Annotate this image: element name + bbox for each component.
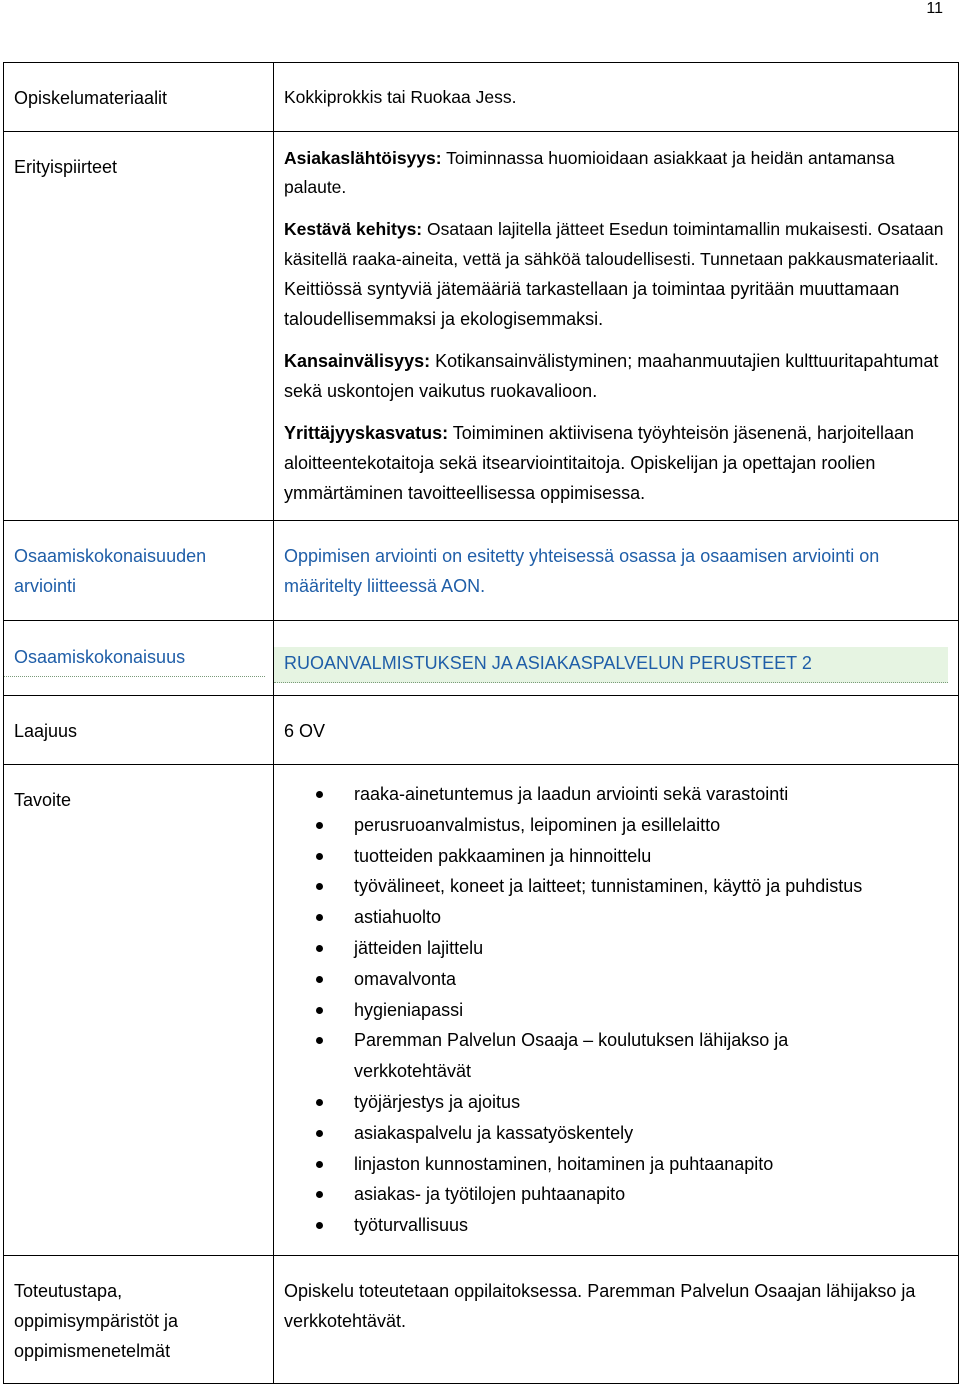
feature-text: Kotikansainvälistyminen; maahanmuutajien kulttuuritapahtumat sekä uskontojen vaikutus ruokavalioon.: [284, 351, 939, 401]
page-number: 11: [926, 0, 943, 17]
goals-list: [274, 765, 958, 1255]
value-cell: [274, 765, 959, 1256]
list-item: raaka-ainetuntemus ja laadun arviointi sekä varastointi: [310, 779, 958, 810]
features-label: Erityispiirteet: [14, 157, 118, 177]
row-assessment: [4, 521, 959, 621]
label-cell: [4, 765, 274, 1256]
row-features: [4, 132, 959, 521]
feature-term: Kansainvälisyys:: [284, 351, 431, 371]
feature-sustainability: [284, 214, 948, 334]
row-scope: [4, 696, 959, 765]
module-title: RUOANVALMISTUKSEN JA ASIAKASPALVELUN PERUSTEET 2: [274, 647, 948, 683]
list-item: omavalvonta: [310, 964, 958, 995]
value-cell: [274, 521, 959, 621]
feature-international: [284, 346, 948, 406]
scope-value: 6 OV: [284, 721, 326, 741]
materials-label: Opiskelumateriaalit: [14, 88, 168, 108]
assessment-label: Osaamiskokonaisuuden arviointi: [14, 546, 207, 596]
list-item: astiahuolto: [310, 902, 958, 933]
feature-text: Keittiössä syntyviä jätemääriä tarkastellaan ja toimintaa pyritään muuttamaan taloudellisemmaksi ja ekologisemmaksi.: [284, 279, 900, 329]
list-item: tuotteiden pakkaaminen ja hinnoittelu: [310, 841, 958, 872]
feature-text: Opiskelijan ja opettajan roolien ymmärtäminen tavoitteellisessa oppimisessa.: [284, 453, 876, 503]
list-item: asiakaspalvelu ja kassatyöskentely: [310, 1118, 958, 1149]
row-module: [4, 621, 959, 696]
implementation-value: Opiskelu toteutetaan oppilaitoksessa. Paremman Palvelun Osaajan lähijakso ja verkkotehtävät.: [284, 1280, 916, 1331]
label-cell: [4, 1255, 274, 1383]
list-item: Paremman Palvelun Osaaja – koulutuksen lähijakso ja verkkotehtävät: [310, 1025, 958, 1087]
feature-term: Yrittäjyyskasvatus:: [284, 423, 449, 443]
feature-customer: [284, 144, 948, 202]
scope-label: Laajuus: [14, 721, 78, 741]
label-cell: [4, 521, 274, 621]
row-materials: [4, 63, 959, 132]
module-label: Osaamiskokonaisuus: [4, 621, 265, 677]
materials-value: Kokkiprokkis tai Ruokaa Jess.: [284, 87, 517, 107]
goals-label: Tavoite: [14, 790, 72, 810]
feature-term: Asiakaslähtöisyys:: [284, 148, 442, 168]
assessment-value: Oppimisen arviointi on esitetty yhteisessä osassa ja osaamisen arviointi on määritelty liitteessä AON.: [284, 546, 880, 596]
label-cell: [4, 696, 274, 765]
list-item: työvälineet, koneet ja laitteet; tunnistaminen, käyttö ja puhdistus: [310, 871, 958, 902]
implementation-label: Toteutustapa, oppimisympäristöt ja oppimismenetelmät: [14, 1280, 179, 1361]
label-cell: [4, 132, 274, 521]
feature-text: Osataan lajitella jätteet Esedun toimintamallin mukaisesti. Osataan käsitellä raaka-aineita, vettä ja sähköä taloudellisesti. Tunnetaan pakkausmateriaalit.: [284, 219, 944, 269]
list-item: asiakas- ja työtilojen puhtaanapito: [310, 1179, 958, 1210]
feature-text: Toiminnassa huomioidaan asiakkaat ja heidän antamansa palaute.: [284, 148, 895, 197]
row-goals: [4, 765, 959, 1256]
label-cell: [4, 621, 274, 696]
row-implementation: [4, 1255, 959, 1383]
value-cell: [274, 621, 959, 696]
feature-text: Toimiminen aktiivisena työyhteisön jäsenenä, harjoitellaan aloitteentekotaitoja sekä itsearviointitaitoja.: [284, 423, 915, 473]
value-cell: [274, 132, 959, 521]
list-item: hygieniapassi: [310, 995, 958, 1026]
list-item: perusruoanvalmistus, leipominen ja esillelaitto: [310, 810, 958, 841]
list-item: jätteiden lajittelu: [310, 933, 958, 964]
feature-entrepreneurship: [284, 418, 948, 508]
curriculum-table: [3, 62, 959, 1384]
value-cell: [274, 696, 959, 765]
list-item: työturvallisuus: [310, 1210, 958, 1241]
label-cell: [4, 63, 274, 132]
feature-term: Kestävä kehitys:: [284, 219, 423, 239]
list-item: linjaston kunnostaminen, hoitaminen ja puhtaanapito: [310, 1149, 958, 1180]
value-cell: [274, 1255, 959, 1383]
list-item: työjärjestys ja ajoitus: [310, 1087, 958, 1118]
value-cell: [274, 63, 959, 132]
